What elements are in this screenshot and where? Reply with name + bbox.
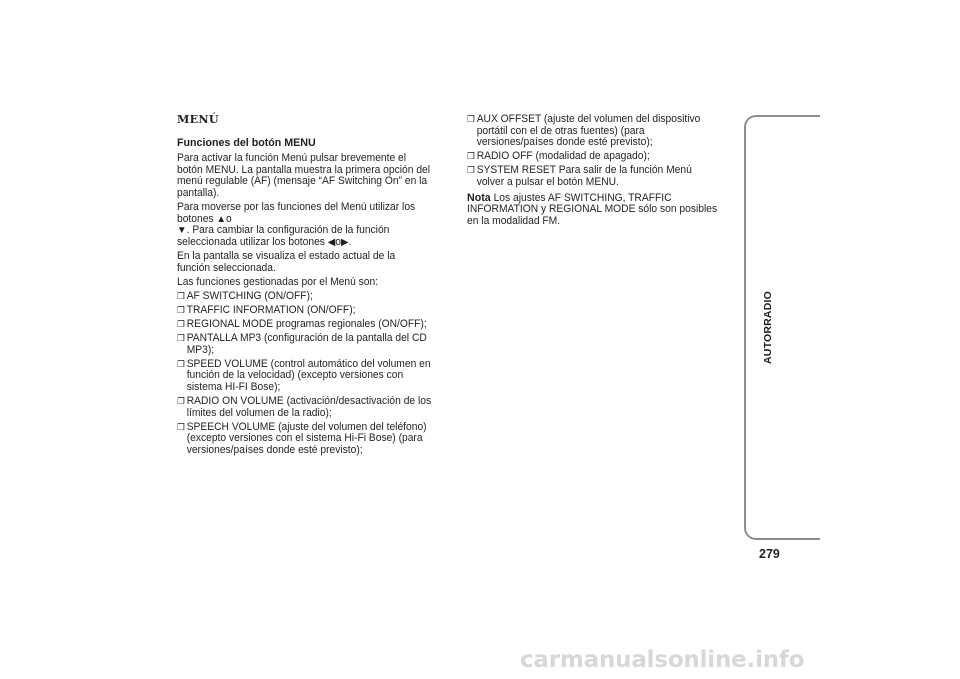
list-item: ❒ TRAFFIC INFORMATION (ON/OFF); [177,303,356,316]
note-label: Nota [467,191,491,204]
arrow-down-icon: ▼ [177,225,187,237]
checkbox-bullet-icon: ❒ [177,421,185,432]
list-item: ❒ AF SWITCHING (ON/OFF); [177,289,313,302]
page-heading: MENÚ [177,112,219,126]
list-item: ❒ REGIONAL MODE programas regionales (ON/OFF); [177,317,427,330]
checkbox-bullet-icon: ❒ [177,290,185,301]
left-column [177,114,431,459]
section-subheading: Funciones del botón MENU [177,136,316,149]
paragraph-status: En la pantalla se visualiza el estado actual de la función seleccionada. [177,249,396,274]
checkbox-bullet-icon: ❒ [467,151,475,162]
section-tab-frame [744,115,820,540]
arrow-left-icon: ◀ [327,236,336,248]
checkbox-bullet-icon: ❒ [177,333,185,343]
list-item: ❒ SPEECH VOLUME (ajuste del volumen del teléfono) (excepto versiones con el sistema Hi-Fi Bose) (para versiones/países donde esté previsto); [177,420,427,456]
checkbox-bullet-icon: ❒ [177,395,185,406]
list-item: ❒ SYSTEM RESET Para salir de la función Menú volver a pulsar el botón MENU. [467,164,692,188]
note-text: Los ajustes AF SWITCHING, TRAFFIC INFORMATION y REGIONAL MODE sólo son posibles en la modalidad FM. [467,191,718,227]
section-title: AUTORRADIO [762,291,774,364]
list-item: ❒ PANTALLA MP3 (configuración de la pantalla del CD MP3); [177,332,427,356]
checkbox-bullet-icon: ❒ [177,318,185,329]
checkbox-bullet-icon: ❒ [467,165,475,176]
list-item: ❒ RADIO OFF (modalidad de apagado); [467,150,650,163]
list-item: ❒ RADIO ON VOLUME (activación/desactivación de los límites del volumen de la radio); [177,394,432,419]
paragraph-functions-intro: Las funciones gestionadas por el Menú son: [177,275,379,288]
arrow-right-icon: ▶ [341,236,349,248]
list-item: ❒ SPEED VOLUME (control automático del volumen en función de la velocidad) (excepto versiones con sistema HI-FI Bose); [177,357,431,393]
checkbox-bullet-icon: ❒ [177,358,185,369]
checkbox-bullet-icon: ❒ [177,304,185,315]
right-column [467,114,721,230]
paragraph-navigate: Para moverse por las funciones del Menú utilizar los botones ▲o ▼. Para cambiar la configuración de la función seleccionada utilizar los botones ◀o▶. [177,201,416,248]
arrow-up-icon: ▲ [216,213,227,225]
list-item: ❒ AUX OFFSET (ajuste del volumen del dispositivo portátil con el de otras fuentes) (para versiones/países donde esté previsto); [467,113,701,149]
checkbox-bullet-icon: ❒ [467,114,475,124]
page-number: 279 [759,547,780,561]
watermark: carmanualsonline.info [520,647,805,673]
paragraph-activate: Para activar la función Menú pulsar brevemente el botón MENU. La pantalla muestra la primera opción del menú regulable (AF) (mensaje “AF Switching On” en la pantalla). [177,152,431,199]
note-paragraph [467,193,721,228]
